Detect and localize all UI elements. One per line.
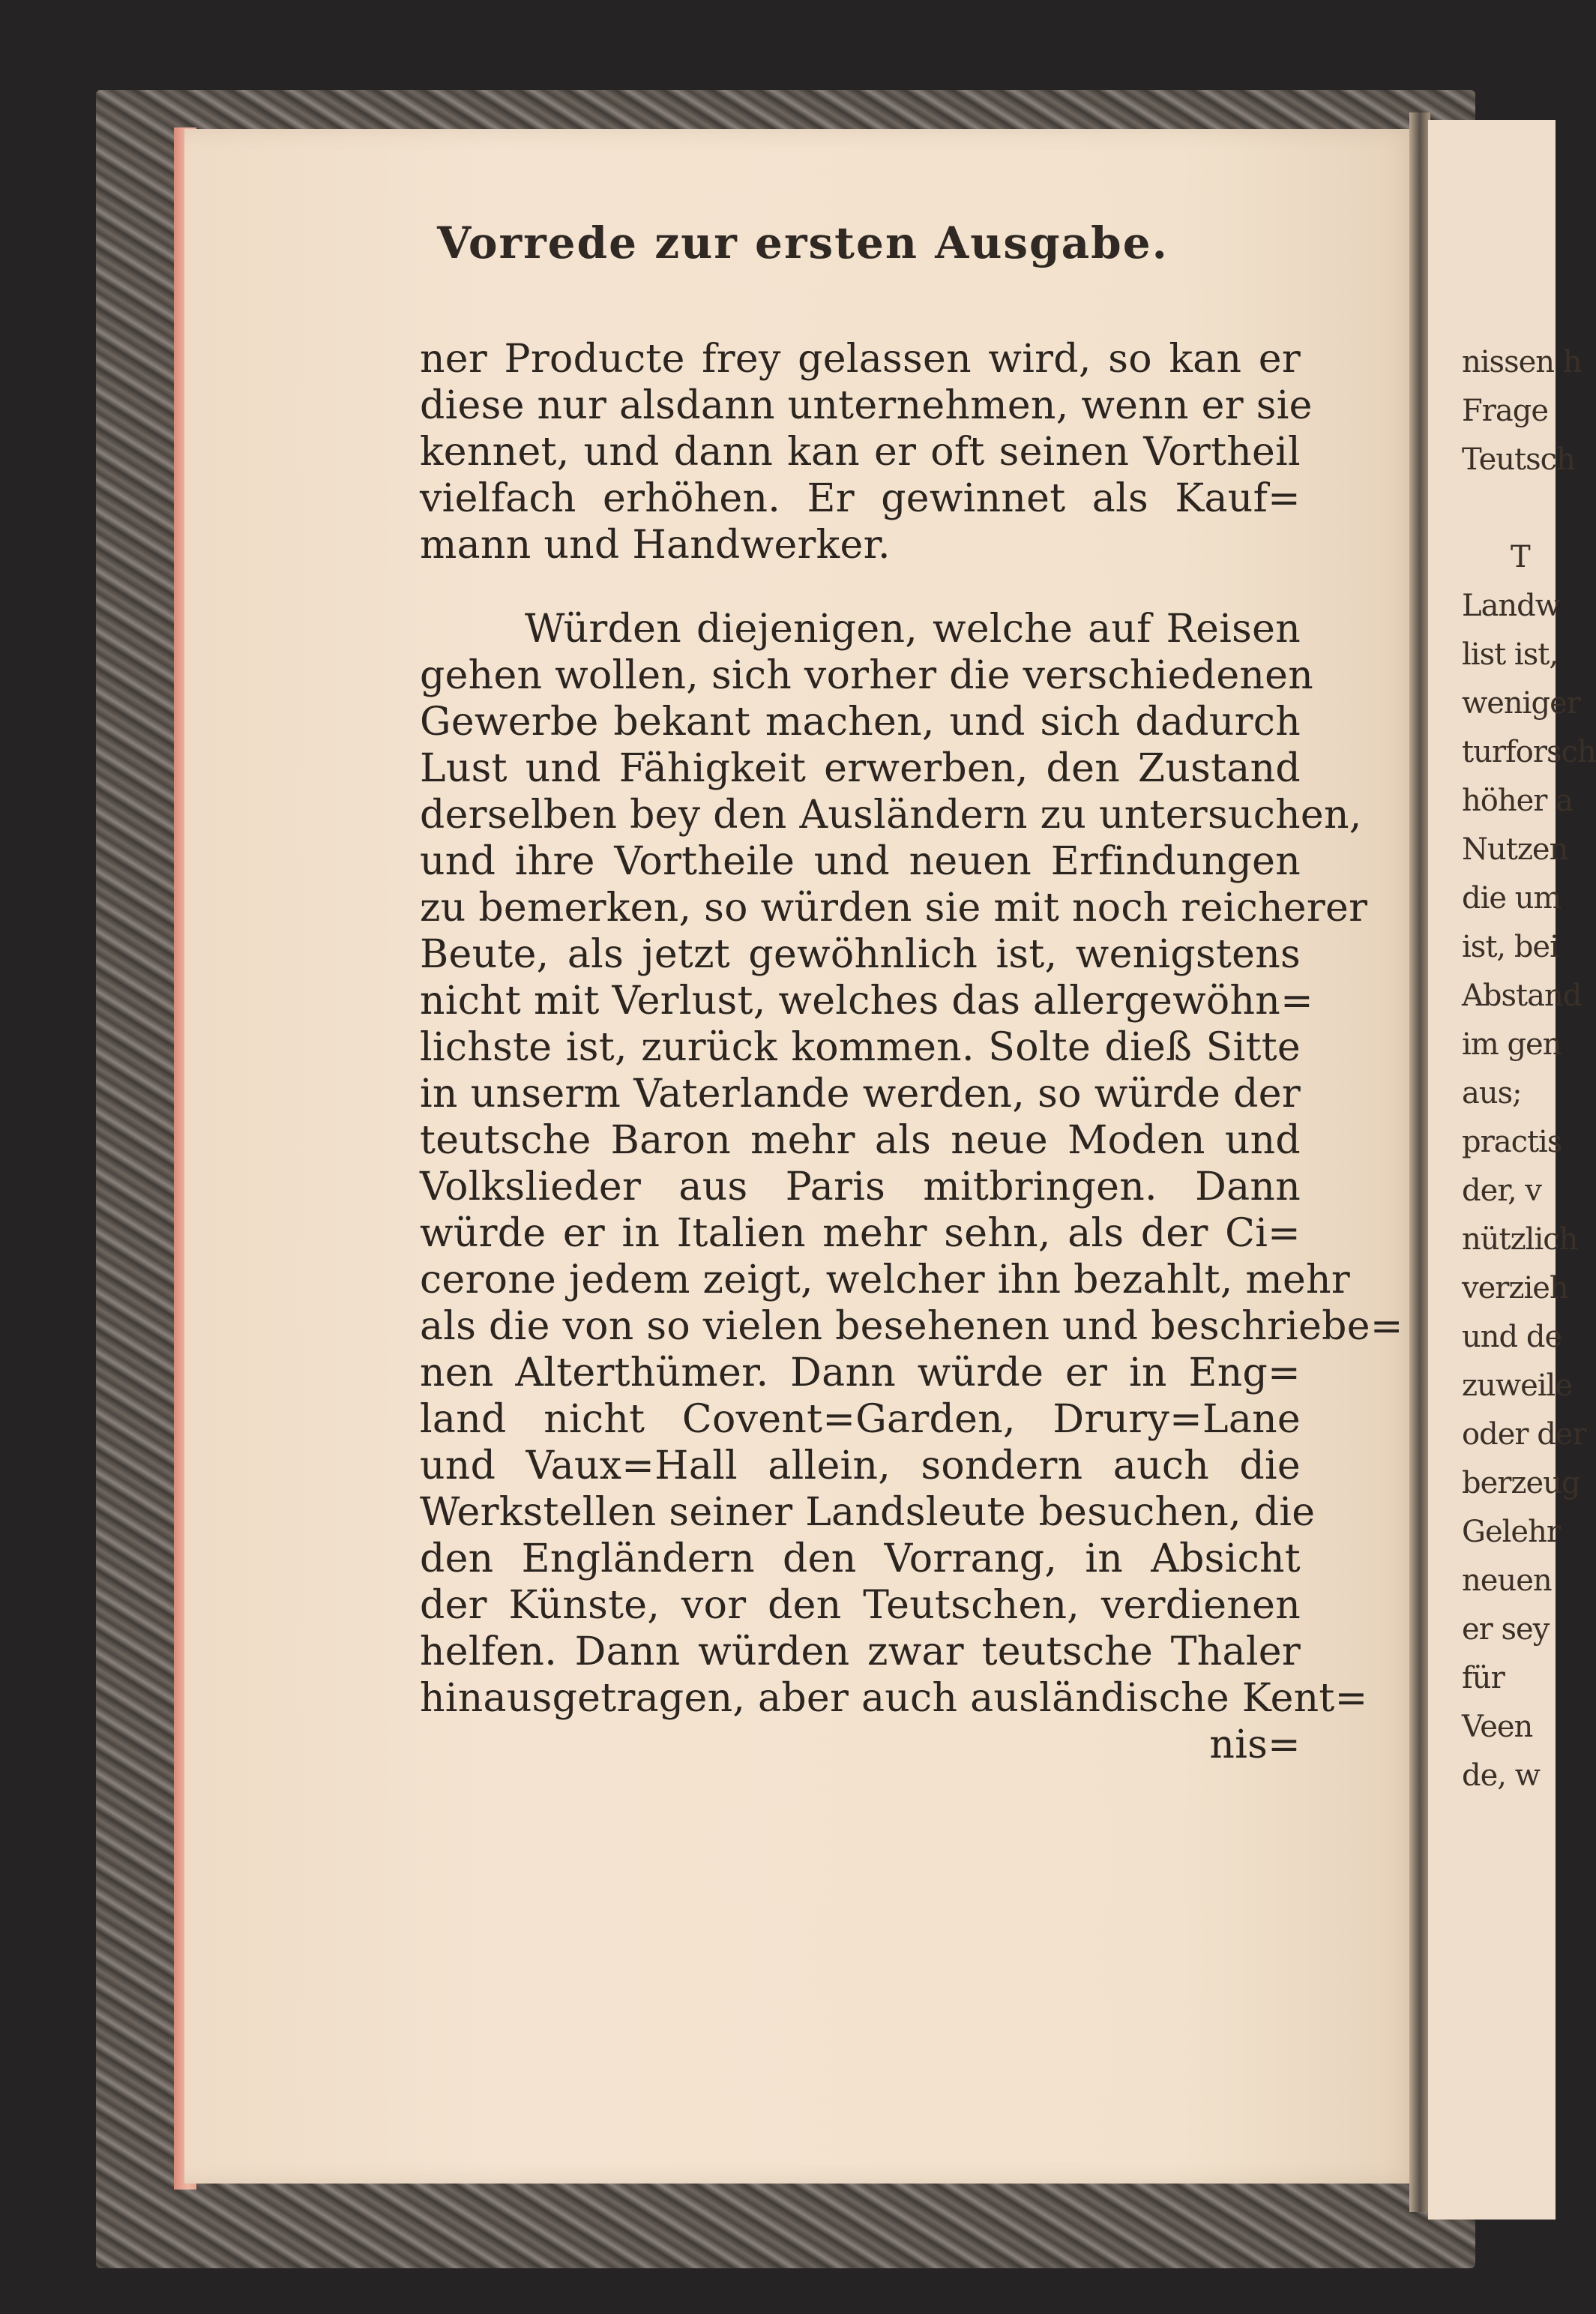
adjacent-fragment: nissen h	[1462, 345, 1582, 379]
adjacent-fragment: aus;	[1462, 1076, 1522, 1111]
adjacent-fragment: Frage	[1462, 394, 1548, 428]
adjacent-fragment: nützlich	[1462, 1222, 1578, 1257]
text-line: derselben bey den Ausländern zu untersuchen,	[420, 793, 1362, 838]
text-line: cerone jedem zeigt, welcher ihn bezahlt, mehr	[420, 1257, 1350, 1302]
adjacent-fragment: höher a	[1462, 784, 1573, 818]
adjacent-fragment: und de	[1462, 1320, 1562, 1354]
adjacent-fragment: für	[1462, 1661, 1505, 1695]
text-line: teutsche Baron mehr als neue Moden und	[420, 1118, 1301, 1163]
text-line: lichste ist, zurück kommen. Solte dieß Sitte	[420, 1025, 1301, 1070]
text-line: Volkslieder aus Paris mitbringen. Dann	[420, 1164, 1301, 1209]
adjacent-fragment: im gen	[1462, 1027, 1562, 1062]
adjacent-fragment: berzeug	[1462, 1466, 1580, 1500]
adjacent-page	[1428, 120, 1596, 2220]
text-line: vielfach erhöhen. Er gewinnet als Kauf=	[420, 476, 1301, 521]
adjacent-fragment: oder der	[1462, 1417, 1586, 1452]
adjacent-fragment: Landw	[1462, 589, 1561, 623]
text-line: hinausgetragen, aber auch ausländische Kent=	[420, 1676, 1368, 1721]
adjacent-fragment: die um	[1462, 881, 1562, 916]
adjacent-fragment: verzieh	[1462, 1271, 1568, 1305]
text-line: Gewerbe bekant machen, und sich dadurch	[420, 700, 1301, 745]
adjacent-fragment: er sey	[1462, 1612, 1550, 1647]
text-line: diese nur alsdann unternehmen, wenn er sie	[420, 383, 1313, 428]
running-header: Vorrede zur ersten Ausgabe.	[437, 217, 1169, 268]
adjacent-fragment: T	[1511, 540, 1530, 574]
adjacent-fragment: turforsch	[1462, 735, 1596, 769]
text-line: Würden diejenigen, welche auf Reisen	[525, 607, 1301, 652]
page-body	[420, 336, 1403, 1768]
text-line: Lust und Fähigkeit erwerben, den Zustand	[420, 746, 1301, 791]
text-line: der Künste, vor den Teutschen, verdienen	[420, 1583, 1301, 1628]
text-line: und Vaux=Hall allein, sondern auch die	[420, 1443, 1301, 1488]
adjacent-fragment: Abstand	[1462, 979, 1582, 1013]
adjacent-fragment: zuweile	[1462, 1368, 1573, 1403]
text-line: würde er in Italien mehr sehn, als der Ci=	[420, 1211, 1301, 1256]
paragraph-2	[420, 606, 1403, 1722]
text-line: helfen. Dann würden zwar teutsche Thaler	[420, 1629, 1301, 1674]
book-gutter	[1409, 112, 1430, 2212]
adjacent-fragment: der, v	[1462, 1173, 1542, 1208]
text-line: den Engländern den Vorrang, in Absicht	[420, 1536, 1301, 1581]
adjacent-fragment: Gelehr	[1462, 1515, 1560, 1549]
text-line: als die von so vielen besehenen und beschriebe=	[420, 1304, 1403, 1349]
adjacent-fragment: practis	[1462, 1125, 1562, 1159]
text-line: zu bemerken, so würden sie mit noch reicherer	[420, 886, 1368, 931]
paragraph-1	[420, 336, 1313, 568]
text-line: gehen wollen, sich vorher die verschiedenen	[420, 653, 1314, 698]
text-line: nicht mit Verlust, welches das allergewöhn=	[420, 979, 1313, 1024]
text-line: land nicht Covent=Garden, Drury=Lane	[420, 1397, 1301, 1442]
adjacent-fragment: weniger	[1462, 686, 1580, 721]
text-line: mann und Handwerker.	[420, 523, 891, 568]
text-line: Beute, als jetzt gewöhnlich ist, wenigstens	[420, 932, 1301, 977]
adjacent-fragment: list ist,	[1462, 637, 1559, 672]
adjacent-fragment: Nutzen	[1462, 832, 1568, 867]
adjacent-fragment: Veen	[1462, 1710, 1533, 1744]
adjacent-fragment: ist, bei	[1462, 930, 1559, 964]
adjacent-fragment: Teutsch	[1462, 442, 1575, 477]
text-line: nen Alterthümer. Dann würde er in Eng=	[420, 1350, 1301, 1395]
adjacent-fragment: neuen	[1462, 1563, 1552, 1598]
text-line: kennet, und dann kan er oft seinen Vortheil	[420, 430, 1301, 475]
text-line: und ihre Vortheile und neuen Erfindungen	[420, 839, 1301, 884]
catchword: nis=	[1209, 1722, 1301, 1767]
adjacent-fragment: de, w	[1462, 1758, 1540, 1793]
text-line: in unserm Vaterlande werden, so würde der	[420, 1072, 1301, 1117]
text-line: Werkstellen seiner Landsleute besuchen, die	[420, 1490, 1316, 1535]
text-line: ner Producte frey gelassen wird, so kan er	[420, 337, 1301, 382]
